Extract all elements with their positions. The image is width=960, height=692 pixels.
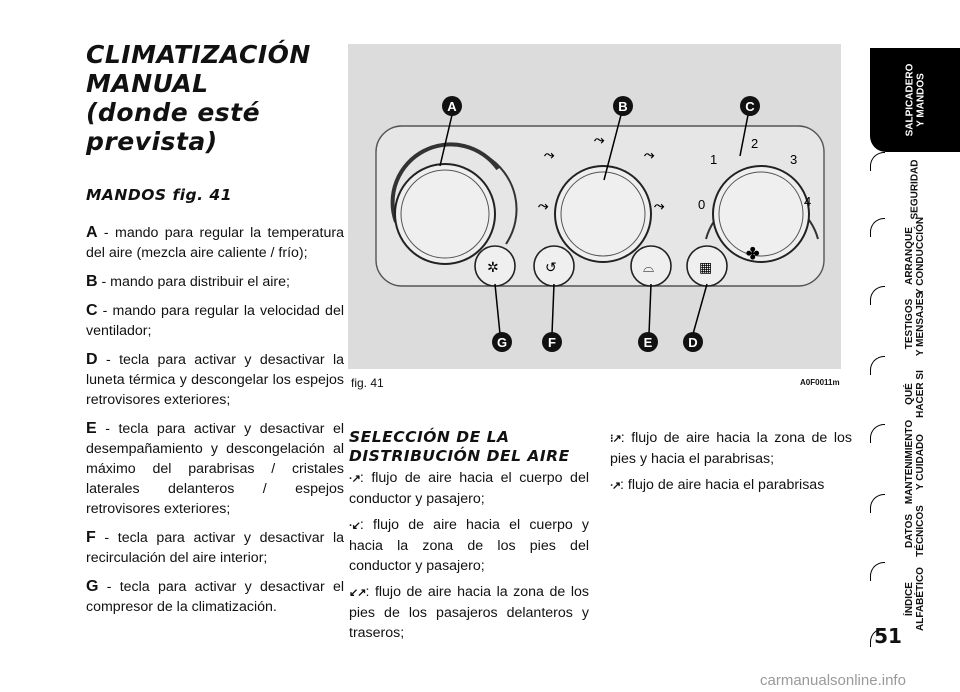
title-line-3: (donde esté: [86, 98, 261, 127]
dist-icon-4: ⤳: [644, 147, 655, 162]
fan-tick-3: 3: [790, 152, 798, 167]
leader-g: [495, 284, 500, 334]
svg-text:F: F: [548, 335, 556, 350]
windscreen-icon: ⌓: [643, 259, 655, 275]
page-title: [86, 40, 356, 156]
distribution-item: ᐧ↗: flujo de aire hacia el parabrisas: [610, 477, 825, 493]
control-item-c: C - mando para regular la velocidad del ventilador;: [86, 302, 344, 339]
fan-tick-0: 0: [698, 197, 706, 212]
snowflake-icon: ✲: [487, 259, 499, 275]
distribution-heading: SELECCIÓN DE LA DISTRIBUCIÓN DEL AIRE: [349, 428, 570, 465]
distribution-item: ⁝↗: flujo de aire hacia la zona de los pies y hacia el parabrisas;: [610, 430, 852, 467]
control-item-g: G - tecla para activar y desactivar el compresor de la climatización.: [86, 578, 344, 615]
svg-text:D: D: [688, 335, 698, 350]
tab-indice[interactable]: ÍNDICE ALFABÉTICO: [903, 567, 926, 631]
leader-e: [649, 284, 651, 334]
fan-tick-2: 2: [751, 136, 759, 151]
leader-f: [552, 284, 554, 334]
chapter-sidebar: [870, 18, 960, 692]
recirculation-icon: ↺: [545, 259, 557, 275]
title-line-2: MANUAL: [86, 69, 209, 98]
page-number: 51: [874, 624, 902, 648]
figure-code: A0F0011m: [800, 378, 840, 387]
airflow-body-feet-icon: ·↙: [349, 520, 360, 532]
callout-g: [492, 332, 512, 352]
callout-d: [683, 332, 703, 352]
control-item-b: B - mando para distribuir el aire;: [86, 273, 290, 290]
button-f: [534, 246, 574, 286]
climate-panel-illustration: [348, 44, 841, 369]
airflow-feet-icon: ↙↗: [349, 587, 366, 599]
tab-arranque[interactable]: ARRANQUE Y CONDUCCIÓN: [904, 216, 926, 296]
callout-f: [542, 332, 562, 352]
fan-tick-1: 1: [710, 152, 718, 167]
control-item-a: A - mando para regular la temperatura del aire (mezcla aire caliente / frío);: [86, 224, 344, 261]
svg-text:B: B: [618, 99, 628, 114]
control-item-e: E - tecla para activar y desactivar el desempañamiento y descongelación al máximo del parabrisas / cristales laterales delanteros / espejos retrovisores exteriores;: [86, 420, 344, 517]
figure-41: [348, 44, 841, 369]
tab-testigos[interactable]: TESTIGOS Y MENSAJES: [903, 291, 926, 357]
callout-c: [740, 96, 760, 116]
callout-a: [442, 96, 462, 116]
tab-mantenimiento[interactable]: MANTENIMIENTO Y CUIDADO: [903, 419, 926, 505]
tab-datos-tecnicos[interactable]: DATOS TÉCNICOS: [903, 505, 926, 557]
dist-icon-5: ⤳: [654, 198, 665, 213]
leader-d: [693, 284, 707, 334]
controls-heading: MANDOS fig. 41: [86, 186, 233, 204]
figure-caption: fig. 41: [351, 376, 384, 390]
distribution-list-left: [349, 468, 589, 643]
button-g: [475, 246, 515, 286]
dist-icon-1: ⤳: [538, 198, 549, 213]
button-d: [687, 246, 727, 286]
fan-icon: ✤: [746, 246, 760, 263]
airflow-feet-windscreen-icon: ⁝↗: [610, 433, 621, 445]
airflow-body-icon: ·↗: [349, 473, 360, 485]
callout-b: [613, 96, 633, 116]
svg-text:C: C: [745, 99, 755, 114]
tab-que-hacer-si[interactable]: QUÉ HACER SI: [903, 370, 926, 418]
distribution-item: ↙↗: flujo de aire hacia la zona de los pies de los pasajeros delanteros y traseros;: [349, 584, 589, 641]
button-e: [631, 246, 671, 286]
airflow-windscreen-icon: ᐧ↗: [610, 480, 621, 492]
watermark: carmanualsonline.info: [760, 672, 906, 689]
svg-text:E: E: [643, 335, 653, 350]
tab-seguridad[interactable]: SEGURIDAD: [909, 158, 921, 220]
callout-e: [638, 332, 658, 352]
distribution-list-right: [610, 428, 852, 496]
title-line-1: CLIMATIZACIÓN: [86, 40, 311, 69]
control-item-f: F - tecla para activar y desactivar la recirculación del aire interior;: [86, 529, 344, 566]
distribution-item: ·↗: flujo de aire hacia el cuerpo del conductor y pasajero;: [349, 470, 589, 507]
rear-window-icon: ▦: [699, 259, 713, 275]
svg-text:A: A: [447, 99, 457, 114]
controls-list: [86, 223, 344, 626]
title-line-4: prevista): [86, 127, 218, 156]
dist-icon-3: ⤳: [594, 132, 605, 147]
tab-salpicadero[interactable]: SALPICADERO Y MANDOS: [870, 48, 960, 152]
control-item-d: D - tecla para activar y desactivar la luneta térmica y descongelar los espejos retrovisores exteriores;: [86, 351, 344, 408]
fan-tick-4: 4: [804, 194, 812, 209]
distribution-item: ·↙: flujo de aire hacia el cuerpo y hacia la zona de los pies del conductor y pasajero;: [349, 517, 589, 574]
dist-icon-2: ⤳: [544, 147, 555, 162]
svg-text:G: G: [496, 335, 508, 350]
